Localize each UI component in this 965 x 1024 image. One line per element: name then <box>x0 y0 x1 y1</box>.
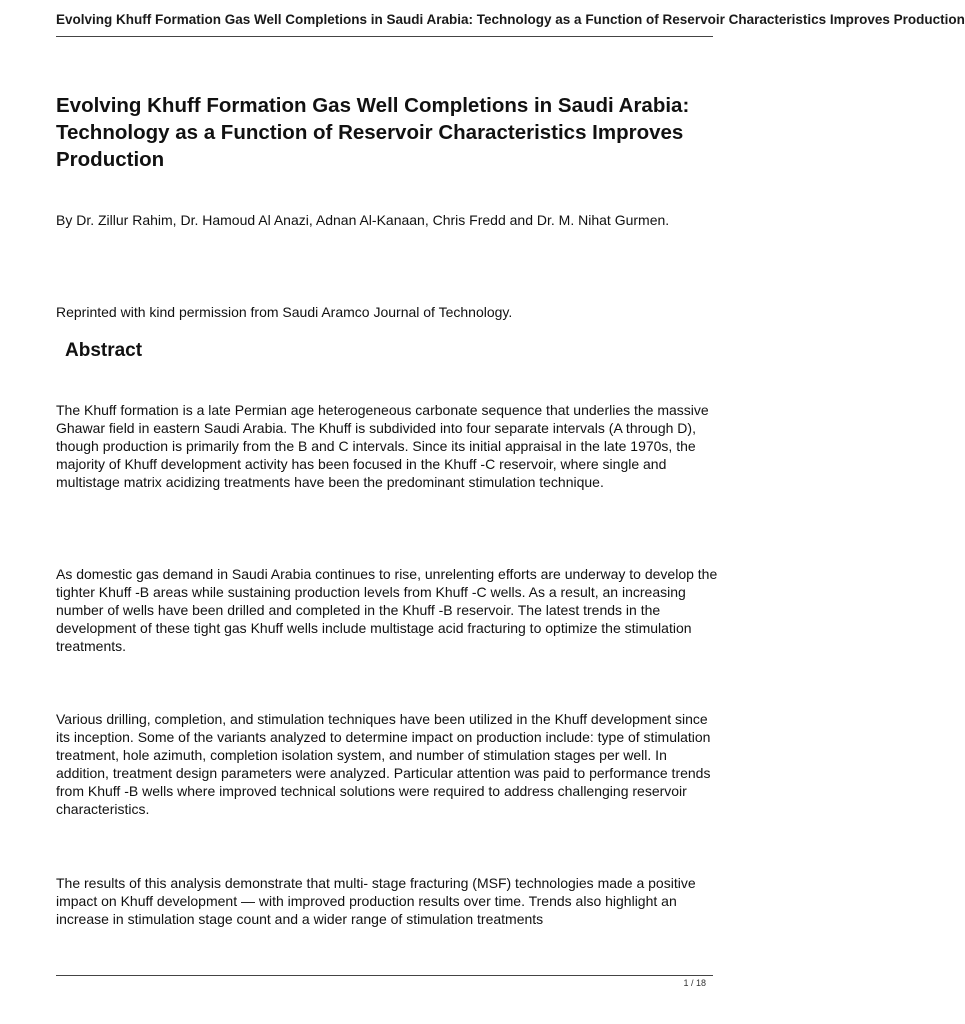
footer-divider <box>56 975 713 976</box>
abstract-paragraph-1: The Khuff formation is a late Permian age heterogeneous carbonate sequence that underlies the massive Ghawar field in eastern Saudi Arabia. The Khuff is subdivided into four separate intervals (A through D), though production is primarily from the B and C intervals. Since its initial appraisal in the late 1970s, the majority of Khuff development activity has been focused in the Khuff -C reservoir, where single and multistage matrix acidizing treatments have been the predominant stimulation technique. <box>56 402 709 490</box>
header-divider <box>56 36 713 37</box>
reprint-note: Reprinted with kind permission from Saudi Aramco Journal of Technology. <box>56 304 513 320</box>
running-header: Evolving Khuff Formation Gas Well Completions in Saudi Arabia: Technology as a Function of Reservoir Characteristics Improves Production <box>56 12 965 27</box>
article-title: Evolving Khuff Formation Gas Well Completions in Saudi Arabia: Technology as a Function of Reservoir Characteristics Improves Production <box>56 94 690 171</box>
abstract-paragraph-3: Various drilling, completion, and stimulation techniques have been utilized in the Khuff development since its inception. Some of the variants analyzed to determine impact on production include: type of stimulation treatment, hole azimuth, completion isolation system, and number of stimulation stages per well. In addition, treatment design parameters were analyzed. Particular attention was paid to performance trends from Khuff -B wells where improved technical solutions were required to address challenging reservoir characteristics. <box>56 711 711 817</box>
page-number: 1 / 18 <box>683 978 706 988</box>
author-byline: By Dr. Zillur Rahim, Dr. Hamoud Al Anazi, Adnan Al-Kanaan, Chris Fredd and Dr. M. Nihat Gurmen. <box>56 212 670 228</box>
abstract-heading: Abstract <box>65 340 143 361</box>
abstract-paragraph-4: The results of this analysis demonstrate that multi- stage fracturing (MSF) technologies made a positive impact on Khuff development — with improved production results over time. Trends also highlight an increase in stimulation stage count and a wider range of stimulation treatments <box>56 875 696 927</box>
abstract-paragraph-2: As domestic gas demand in Saudi Arabia continues to rise, unrelenting efforts are underway to develop the tighter Khuff -B areas while sustaining production levels from Khuff -C wells. As a result, an increasing number of wells have been drilled and completed in the Khuff -B reservoir. The latest trends in the development of these tight gas Khuff wells include multistage acid fracturing to optimize the stimulation treatments. <box>56 566 718 654</box>
